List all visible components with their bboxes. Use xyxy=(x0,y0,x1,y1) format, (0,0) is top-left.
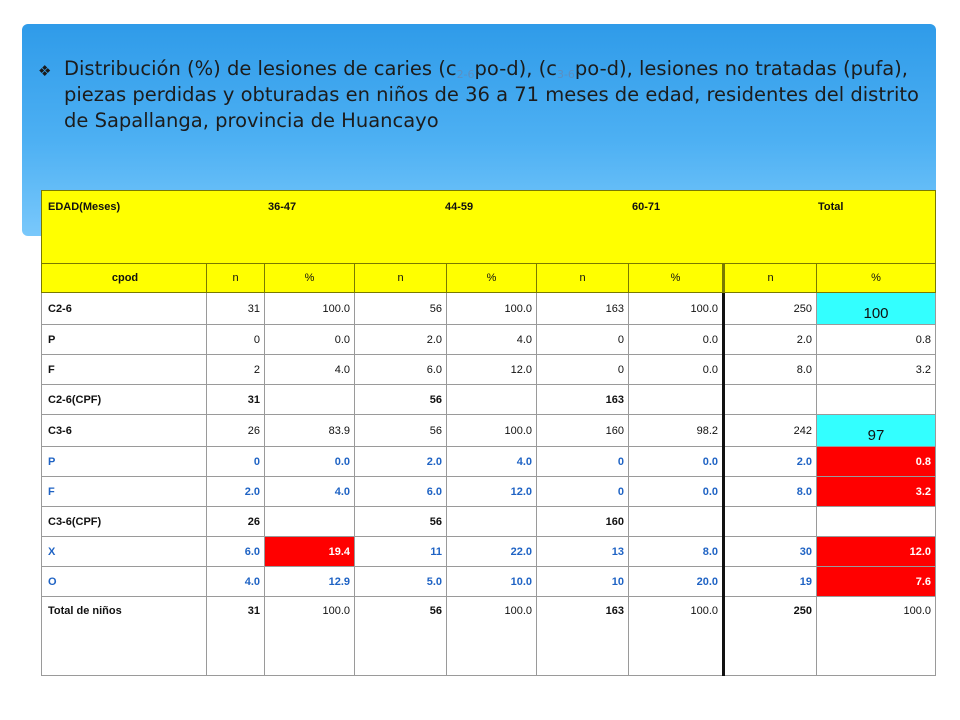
highlight-cell: 100 xyxy=(817,293,936,325)
row-label: X xyxy=(42,537,207,567)
title-text-2: po-d), (c xyxy=(474,57,557,80)
table-cell xyxy=(447,385,537,415)
table-cell: 5.0 xyxy=(355,567,447,597)
table-cell: 0.0 xyxy=(629,447,724,477)
row-label: C3-6 xyxy=(42,415,207,447)
table-row xyxy=(42,355,936,385)
table-cell: 56 xyxy=(355,507,447,537)
table-cell: 8.0 xyxy=(724,477,817,507)
table-cell: 160 xyxy=(537,415,629,447)
highlight-cell: 97 xyxy=(817,415,936,447)
table-cell: 2.0 xyxy=(724,447,817,477)
table-cell: 22.0 xyxy=(447,537,537,567)
table-row xyxy=(42,537,936,567)
table-cell: 31 xyxy=(207,385,265,415)
table-cell: 160 xyxy=(537,507,629,537)
table-cell: 30 xyxy=(724,537,817,567)
table-row xyxy=(42,385,936,415)
row-label: C2-6(CPF) xyxy=(42,385,207,415)
row-label: P xyxy=(42,447,207,477)
table-cell: 12.0 xyxy=(447,477,537,507)
table-cell: 4.0 xyxy=(265,355,355,385)
header-group-60-71: 60-71 xyxy=(632,201,661,213)
table-cell: 26 xyxy=(207,507,265,537)
alert-cell: 7.6 xyxy=(817,567,936,597)
table-row xyxy=(42,325,936,355)
data-table-container xyxy=(41,190,935,651)
table-cell: 163 xyxy=(537,293,629,325)
alert-cell: 0.8 xyxy=(817,447,936,477)
table-cell: 100.0 xyxy=(629,597,724,676)
age-header-cell xyxy=(42,191,936,264)
diamond-bullet-icon: ❖ xyxy=(38,62,52,80)
table-cell: 163 xyxy=(537,597,629,676)
table-cell xyxy=(817,385,936,415)
table-cell: 2.0 xyxy=(724,325,817,355)
table-cell: 100.0 xyxy=(265,597,355,676)
table-cell: 8.0 xyxy=(724,355,817,385)
table-cell xyxy=(629,385,724,415)
table-cell: 0 xyxy=(537,477,629,507)
title-text-1: Distribución (%) de lesiones de caries (c xyxy=(64,57,457,80)
table-cell: 4.0 xyxy=(207,567,265,597)
table-cell: 0.8 xyxy=(817,325,936,355)
table-cell: 6.0 xyxy=(355,355,447,385)
table-cell: 11 xyxy=(355,537,447,567)
table-cell: 0.0 xyxy=(265,325,355,355)
table-row xyxy=(42,293,936,325)
alert-cell: 3.2 xyxy=(817,477,936,507)
header-row-columns xyxy=(42,264,936,293)
table-cell: 6.0 xyxy=(355,477,447,507)
table-cell: 0 xyxy=(207,325,265,355)
row-label: F xyxy=(42,477,207,507)
table-row-total xyxy=(42,597,936,676)
table-cell: 56 xyxy=(355,597,447,676)
header-group-44-59: 44-59 xyxy=(445,201,474,213)
table-cell: 2 xyxy=(207,355,265,385)
table-cell: 0.0 xyxy=(629,355,724,385)
table-cell: 10.0 xyxy=(447,567,537,597)
table-cell: 100.0 xyxy=(265,293,355,325)
table-row xyxy=(42,567,936,597)
caries-table xyxy=(41,190,936,676)
table-cell: 19 xyxy=(724,567,817,597)
table-cell: 56 xyxy=(355,385,447,415)
table-cell: 2.0 xyxy=(355,325,447,355)
table-cell: 98.2 xyxy=(629,415,724,447)
table-cell xyxy=(265,507,355,537)
subheader-cell: % xyxy=(629,264,724,293)
subheader-cell: n xyxy=(537,264,629,293)
table-cell: 100.0 xyxy=(447,597,537,676)
subheader-cell: % xyxy=(265,264,355,293)
table-cell: 4.0 xyxy=(447,325,537,355)
table-cell: 2.0 xyxy=(207,477,265,507)
subheader-cpod: cpod xyxy=(42,264,207,293)
title-sub-2: 3-6 xyxy=(556,68,575,81)
table-row xyxy=(42,447,936,477)
table-cell: 20.0 xyxy=(629,567,724,597)
row-label: C2-6 xyxy=(42,293,207,325)
row-label: C3-6(CPF) xyxy=(42,507,207,537)
table-row xyxy=(42,477,936,507)
table-cell: 6.0 xyxy=(207,537,265,567)
table-cell: 56 xyxy=(355,415,447,447)
table-cell: 0.0 xyxy=(265,447,355,477)
table-cell xyxy=(817,507,936,537)
table-cell: 4.0 xyxy=(265,477,355,507)
subheader-cell: n xyxy=(355,264,447,293)
table-cell: 163 xyxy=(537,385,629,415)
title-sub-1: 2-6 xyxy=(456,68,475,81)
table-cell: 0.0 xyxy=(629,477,724,507)
row-label: O xyxy=(42,567,207,597)
header-group-36-47: 36-47 xyxy=(268,201,297,213)
slide-title xyxy=(64,56,924,134)
table-cell: 2.0 xyxy=(355,447,447,477)
row-label: Total de niños xyxy=(42,597,207,676)
table-cell xyxy=(265,385,355,415)
table-row xyxy=(42,507,936,537)
table-cell: 10 xyxy=(537,567,629,597)
table-cell: 100.0 xyxy=(447,415,537,447)
table-cell: 8.0 xyxy=(629,537,724,567)
table-cell: 0 xyxy=(537,355,629,385)
subheader-cell: % xyxy=(817,264,936,293)
table-cell: 100.0 xyxy=(629,293,724,325)
row-label: F xyxy=(42,355,207,385)
table-cell xyxy=(724,507,817,537)
row-label: P xyxy=(42,325,207,355)
table-cell: 0 xyxy=(537,325,629,355)
table-cell: 31 xyxy=(207,597,265,676)
table-cell: 4.0 xyxy=(447,447,537,477)
header-row-age xyxy=(42,191,936,264)
table-cell: 0.0 xyxy=(629,325,724,355)
table-cell: 13 xyxy=(537,537,629,567)
table-row xyxy=(42,415,936,447)
table-cell: 242 xyxy=(724,415,817,447)
table-cell: 31 xyxy=(207,293,265,325)
table-cell xyxy=(629,507,724,537)
table-cell: 100.0 xyxy=(447,293,537,325)
table-cell xyxy=(447,507,537,537)
subheader-cell: n xyxy=(207,264,265,293)
table-cell: 0 xyxy=(537,447,629,477)
table-cell: 100.0 xyxy=(817,597,936,676)
table-cell: 0 xyxy=(207,447,265,477)
table-cell: 250 xyxy=(724,597,817,676)
subheader-cell: % xyxy=(447,264,537,293)
table-cell: 83.9 xyxy=(265,415,355,447)
alert-cell: 19.4 xyxy=(265,537,355,567)
table-cell xyxy=(724,385,817,415)
subheader-cell: n xyxy=(724,264,817,293)
title-text-3: po-d), lesiones no tratadas (pufa), piezas perdidas y obturadas en niños de 36 a 71 meses de edad, residentes del distrito de Sapallanga, provincia de Huancayo xyxy=(64,57,919,132)
table-cell: 12.9 xyxy=(265,567,355,597)
table-cell: 250 xyxy=(724,293,817,325)
alert-cell: 12.0 xyxy=(817,537,936,567)
table-cell: 3.2 xyxy=(817,355,936,385)
table-cell: 26 xyxy=(207,415,265,447)
table-cell: 56 xyxy=(355,293,447,325)
table-cell: 12.0 xyxy=(447,355,537,385)
header-total: Total xyxy=(818,201,844,213)
header-edad: EDAD(Meses) xyxy=(48,201,121,213)
